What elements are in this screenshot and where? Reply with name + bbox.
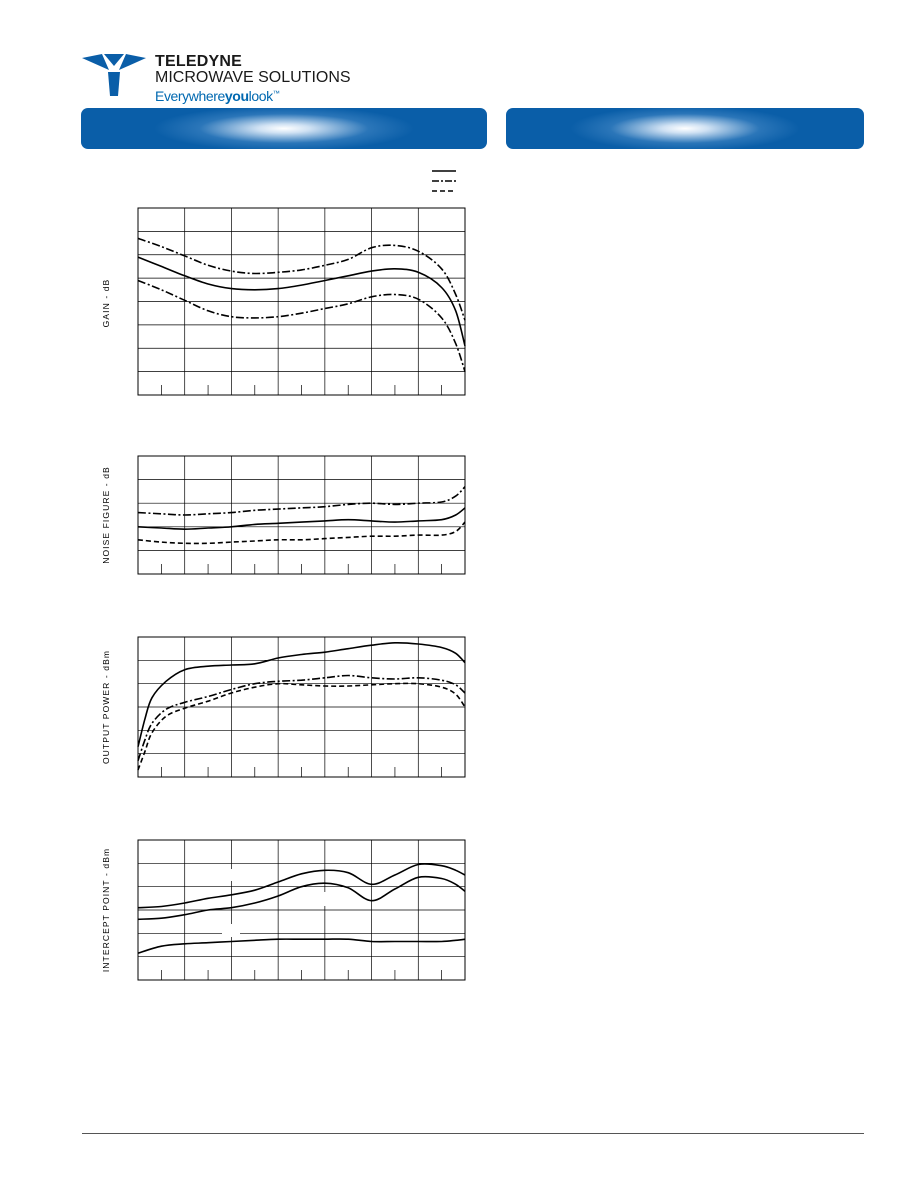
tagline-regular: Everywhere	[155, 88, 225, 104]
output-power-chart	[100, 637, 470, 779]
tagline	[155, 88, 279, 104]
teledyne-logo-icon	[82, 52, 148, 98]
tagline-trademark: ™	[272, 90, 280, 98]
series-line-1	[138, 864, 465, 908]
company-name: TELEDYNE	[155, 53, 242, 70]
series-line-2	[138, 508, 465, 529]
series-line-3	[138, 522, 465, 543]
series-line-2	[138, 877, 465, 920]
series-line-1	[138, 487, 465, 515]
output-power-plot	[100, 637, 470, 779]
annotation-box	[312, 892, 330, 906]
series-line-3	[138, 281, 465, 372]
series-line-3	[138, 939, 465, 953]
company-logo	[82, 52, 352, 108]
annotation-box	[222, 869, 270, 881]
series-line-1	[138, 238, 465, 320]
intercept-point-ylabel: INTERCEPT POINT - dBm	[101, 847, 111, 973]
output-power-ylabel: OUTPUT POWER - dBm	[101, 649, 111, 765]
section-banner-right	[506, 108, 864, 149]
section-banner-left	[81, 108, 487, 149]
intercept-point-plot	[100, 840, 470, 982]
series-line-1	[138, 643, 465, 747]
gain-chart	[100, 208, 470, 398]
tagline-bold: you	[224, 88, 249, 104]
series-line-3	[138, 683, 465, 770]
annotation-box	[222, 924, 240, 937]
noise-figure-ylabel: NOISE FIGURE - dB	[101, 466, 111, 564]
tagline-end: look	[248, 88, 273, 104]
noise-figure-plot	[100, 456, 470, 576]
intercept-point-chart	[100, 840, 470, 982]
gain-ylabel: GAIN - dB	[101, 278, 111, 328]
series-line-2	[138, 676, 465, 761]
gain-plot	[100, 208, 470, 398]
footer-divider	[82, 1133, 864, 1134]
noise-figure-chart	[100, 456, 470, 576]
division-name: MICROWAVE SOLUTIONS	[155, 69, 351, 86]
legend	[430, 169, 458, 195]
